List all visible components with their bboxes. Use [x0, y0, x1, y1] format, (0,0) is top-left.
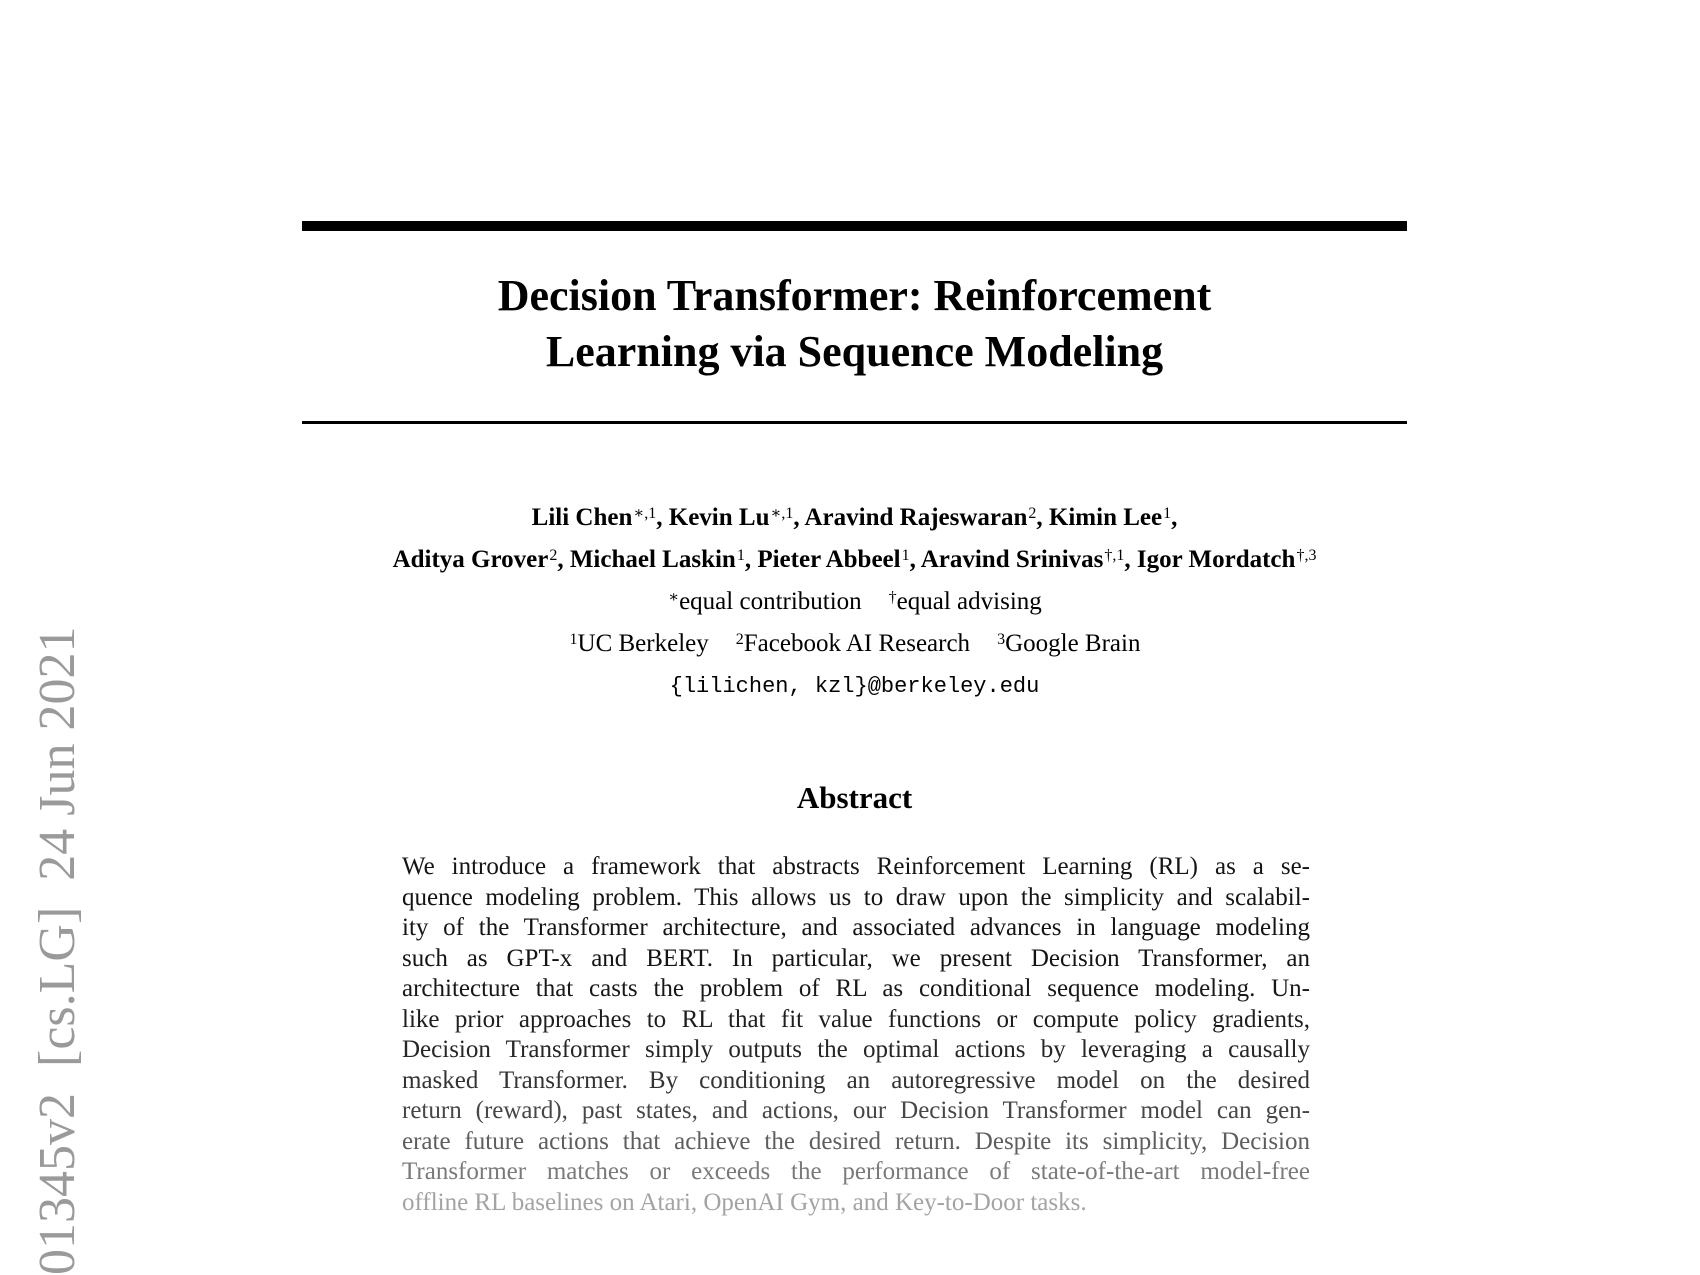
author-separator: ,	[744, 546, 758, 573]
note-mark: ∗	[668, 589, 680, 606]
author-name: Pieter Abbeel	[757, 546, 901, 573]
author-mark: 1	[901, 547, 910, 564]
author-line-2	[302, 539, 1407, 581]
affiliation-name: Facebook AI Research	[743, 630, 971, 657]
title-line-2: Learning via Sequence Modeling	[545, 327, 1164, 376]
abstract-line: such as GPT-x and BERT. In particular, we present Decision Transformer, an	[402, 944, 1310, 972]
arxiv-id-fragment: 01345v2	[29, 1093, 86, 1275]
author-name: Aravind Srinivas	[920, 546, 1104, 573]
author-separator: ,	[656, 504, 669, 531]
author-mark: 2	[549, 547, 558, 564]
arxiv-side-stamp	[18, 575, 98, 1275]
abstract-line: like prior approaches to RL that fit value functions or compute policy gradients,	[402, 1005, 1310, 1033]
author-name: Michael Laskin	[569, 546, 736, 573]
author-mark: 1	[736, 547, 745, 564]
abstract-line: ity of the Transformer architecture, and associated advances in language modeling	[402, 914, 1310, 941]
affiliation-name: Google Brain	[1005, 630, 1141, 657]
abstract-line: return (reward), past states, and actions, our Decision Transformer model can gen-	[402, 1097, 1310, 1124]
author-name: Aditya Grover	[392, 546, 549, 573]
author-separator: ,	[1171, 504, 1178, 531]
author-name: Igor Mordatch	[1136, 546, 1296, 573]
abstract-line: masked Transformer. By conditioning an autoregressive model on the desired	[402, 1066, 1310, 1094]
contribution-notes	[302, 581, 1407, 623]
abstract-line: Transformer matches or exceeds the performance of state-of-the-art model-free	[402, 1158, 1310, 1185]
author-line-1	[302, 497, 1407, 539]
author-mark: ∗,1	[770, 505, 794, 522]
author-name: Lili Chen	[531, 504, 633, 531]
author-name: Kevin Lu	[668, 504, 770, 531]
title-top-rule	[302, 221, 1407, 231]
note-text: equal advising	[896, 588, 1042, 615]
author-mark: 1	[1163, 505, 1172, 522]
abstract-line: quence modeling problem. This allows us to draw upon the simplicity and scalabil-	[402, 883, 1310, 911]
author-mark: †,3	[1296, 547, 1317, 564]
arxiv-category: [cs.LG]	[29, 906, 86, 1067]
abstract-line: We introduce a framework that abstracts Reinforcement Learning (RL) as a se-	[402, 853, 1310, 880]
paper-title	[302, 268, 1407, 380]
author-name: Kimin Lee	[1048, 504, 1163, 531]
affiliation-mark: 3	[997, 631, 1006, 648]
arxiv-date: 24 Jun 2021	[29, 626, 86, 881]
title-bottom-rule	[302, 421, 1407, 424]
note-text: equal contribution	[679, 588, 862, 615]
author-mark: †,1	[1104, 547, 1125, 564]
affiliation-mark: 1	[569, 631, 578, 648]
title-line-1: Decision Transformer: Reinforcement	[497, 271, 1212, 320]
contact-email: {lilichen, kzl}@berkeley.edu	[669, 674, 1040, 699]
affiliation-name: UC Berkeley	[577, 630, 709, 657]
affiliation-mark: 2	[735, 631, 744, 648]
note-mark: †	[888, 589, 897, 606]
author-separator: ,	[557, 546, 570, 573]
abstract-line: Decision Transformer simply outputs the optimal actions by leveraging a causally	[402, 1036, 1310, 1063]
abstract-line: erate future actions that achieve the desired return. Despite its simplicity, Decision	[402, 1127, 1310, 1155]
author-name: Aravind Rajeswaran	[804, 504, 1028, 531]
author-separator: ,	[1036, 504, 1049, 531]
abstract-heading: Abstract	[796, 780, 913, 815]
abstract-line: architecture that casts the problem of RL as conditional sequence modeling. Un-	[402, 975, 1310, 1002]
author-notes	[302, 581, 1407, 665]
author-separator: ,	[909, 546, 921, 573]
author-separator: ,	[793, 504, 805, 531]
author-separator: ,	[1124, 546, 1137, 573]
author-mark: ∗,1	[633, 505, 657, 522]
affiliations	[302, 623, 1407, 665]
abstract-line: offline RL baselines on Atari, OpenAI Gym, and Key-to-Door tasks.	[402, 1188, 1087, 1216]
author-list	[302, 497, 1407, 581]
author-mark: 2	[1028, 505, 1037, 522]
abstract-body	[402, 852, 1310, 1218]
